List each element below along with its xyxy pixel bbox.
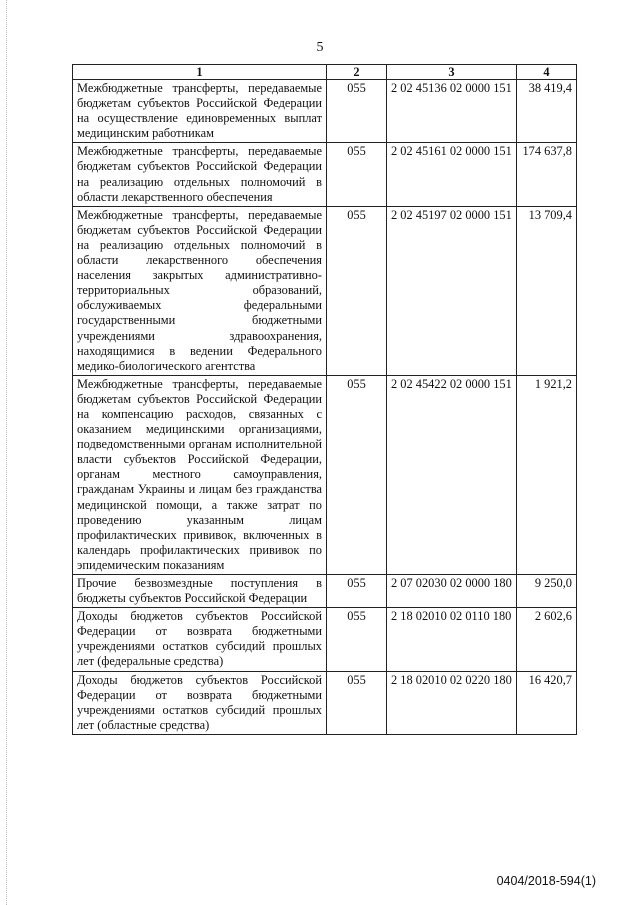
column-header-2: 2 bbox=[327, 65, 387, 80]
row-admin-code: 055 bbox=[327, 80, 387, 143]
row-budget-code: 2 18 02010 02 0220 180 bbox=[387, 671, 517, 734]
table-row bbox=[73, 608, 577, 671]
row-amount: 38 419,4 bbox=[517, 80, 577, 143]
row-budget-code: 2 02 45136 02 0000 151 bbox=[387, 80, 517, 143]
table-header-row bbox=[73, 65, 577, 80]
column-header-1: 1 bbox=[73, 65, 327, 80]
row-amount: 9 250,0 bbox=[517, 575, 577, 608]
row-amount: 2 602,6 bbox=[517, 608, 577, 671]
row-admin-code: 055 bbox=[327, 143, 387, 206]
column-header-3: 3 bbox=[387, 65, 517, 80]
table-row bbox=[73, 80, 577, 143]
document-code: 0404/2018-594(1) bbox=[496, 874, 596, 888]
row-description: Межбюджетные трансферты, передаваемые бюджетам субъектов Российской Федерации на осуществление единовременных выплат медицинским работникам bbox=[73, 80, 327, 143]
row-admin-code: 055 bbox=[327, 375, 387, 574]
row-description: Межбюджетные трансферты, передаваемые бюджетам субъектов Российской Федерации на компенсацию расходов, связанных с оказанием медицинскими организациями, подведомственными органам исполнительной власти субъектов Российской Федерации, органам местного самоуправления, гражданам Украины и лицам без гражданства медицинской помощи, а также затрат по проведению указанным лицам профилактических прививок, включенных в календарь профилактических прививок по эпидемическим показаниям bbox=[73, 375, 327, 574]
row-budget-code: 2 02 45422 02 0000 151 bbox=[387, 375, 517, 574]
row-description: Межбюджетные трансферты, передаваемые бюджетам субъектов Российской Федерации на реализацию отдельных полномочий в области лекарственного обеспечения bbox=[73, 143, 327, 206]
row-budget-code: 2 02 45197 02 0000 151 bbox=[387, 206, 517, 375]
row-admin-code: 055 bbox=[327, 671, 387, 734]
table-row bbox=[73, 206, 577, 375]
column-header-4: 4 bbox=[517, 65, 577, 80]
row-budget-code: 2 07 02030 02 0000 180 bbox=[387, 575, 517, 608]
row-description: Прочие безвозмездные поступления в бюджеты субъектов Российской Федерации bbox=[73, 575, 327, 608]
row-admin-code: 055 bbox=[327, 608, 387, 671]
row-description: Межбюджетные трансферты, передаваемые бюджетам субъектов Российской Федерации на реализацию отдельных полномочий в области лекарственного обеспечения населения закрытых административно-территориальных образований, обслуживаемых федеральными государственными бюджетными учреждениями здравоохранения, находящимися в ведении Федерального медико-биологического агентства bbox=[73, 206, 327, 375]
page-number: 5 bbox=[316, 40, 324, 55]
row-amount: 16 420,7 bbox=[517, 671, 577, 734]
row-description: Доходы бюджетов субъектов Российской Федерации от возврата бюджетными учреждениями остатков субсидий прошлых лет (федеральные средства) bbox=[73, 608, 327, 671]
table-row bbox=[73, 143, 577, 206]
table-row bbox=[73, 375, 577, 574]
row-admin-code: 055 bbox=[327, 206, 387, 375]
row-budget-code: 2 18 02010 02 0110 180 bbox=[387, 608, 517, 671]
row-amount: 13 709,4 bbox=[517, 206, 577, 375]
table-row bbox=[73, 671, 577, 734]
row-amount: 1 921,2 bbox=[517, 375, 577, 574]
table-row bbox=[73, 575, 577, 608]
row-amount: 174 637,8 bbox=[517, 143, 577, 206]
page-edge-line bbox=[6, 0, 7, 905]
row-admin-code: 055 bbox=[327, 575, 387, 608]
row-description: Доходы бюджетов субъектов Российской Федерации от возврата бюджетными учреждениями остатков субсидий прошлых лет (областные средства) bbox=[73, 671, 327, 734]
row-budget-code: 2 02 45161 02 0000 151 bbox=[387, 143, 517, 206]
budget-revenue-table bbox=[72, 64, 577, 735]
